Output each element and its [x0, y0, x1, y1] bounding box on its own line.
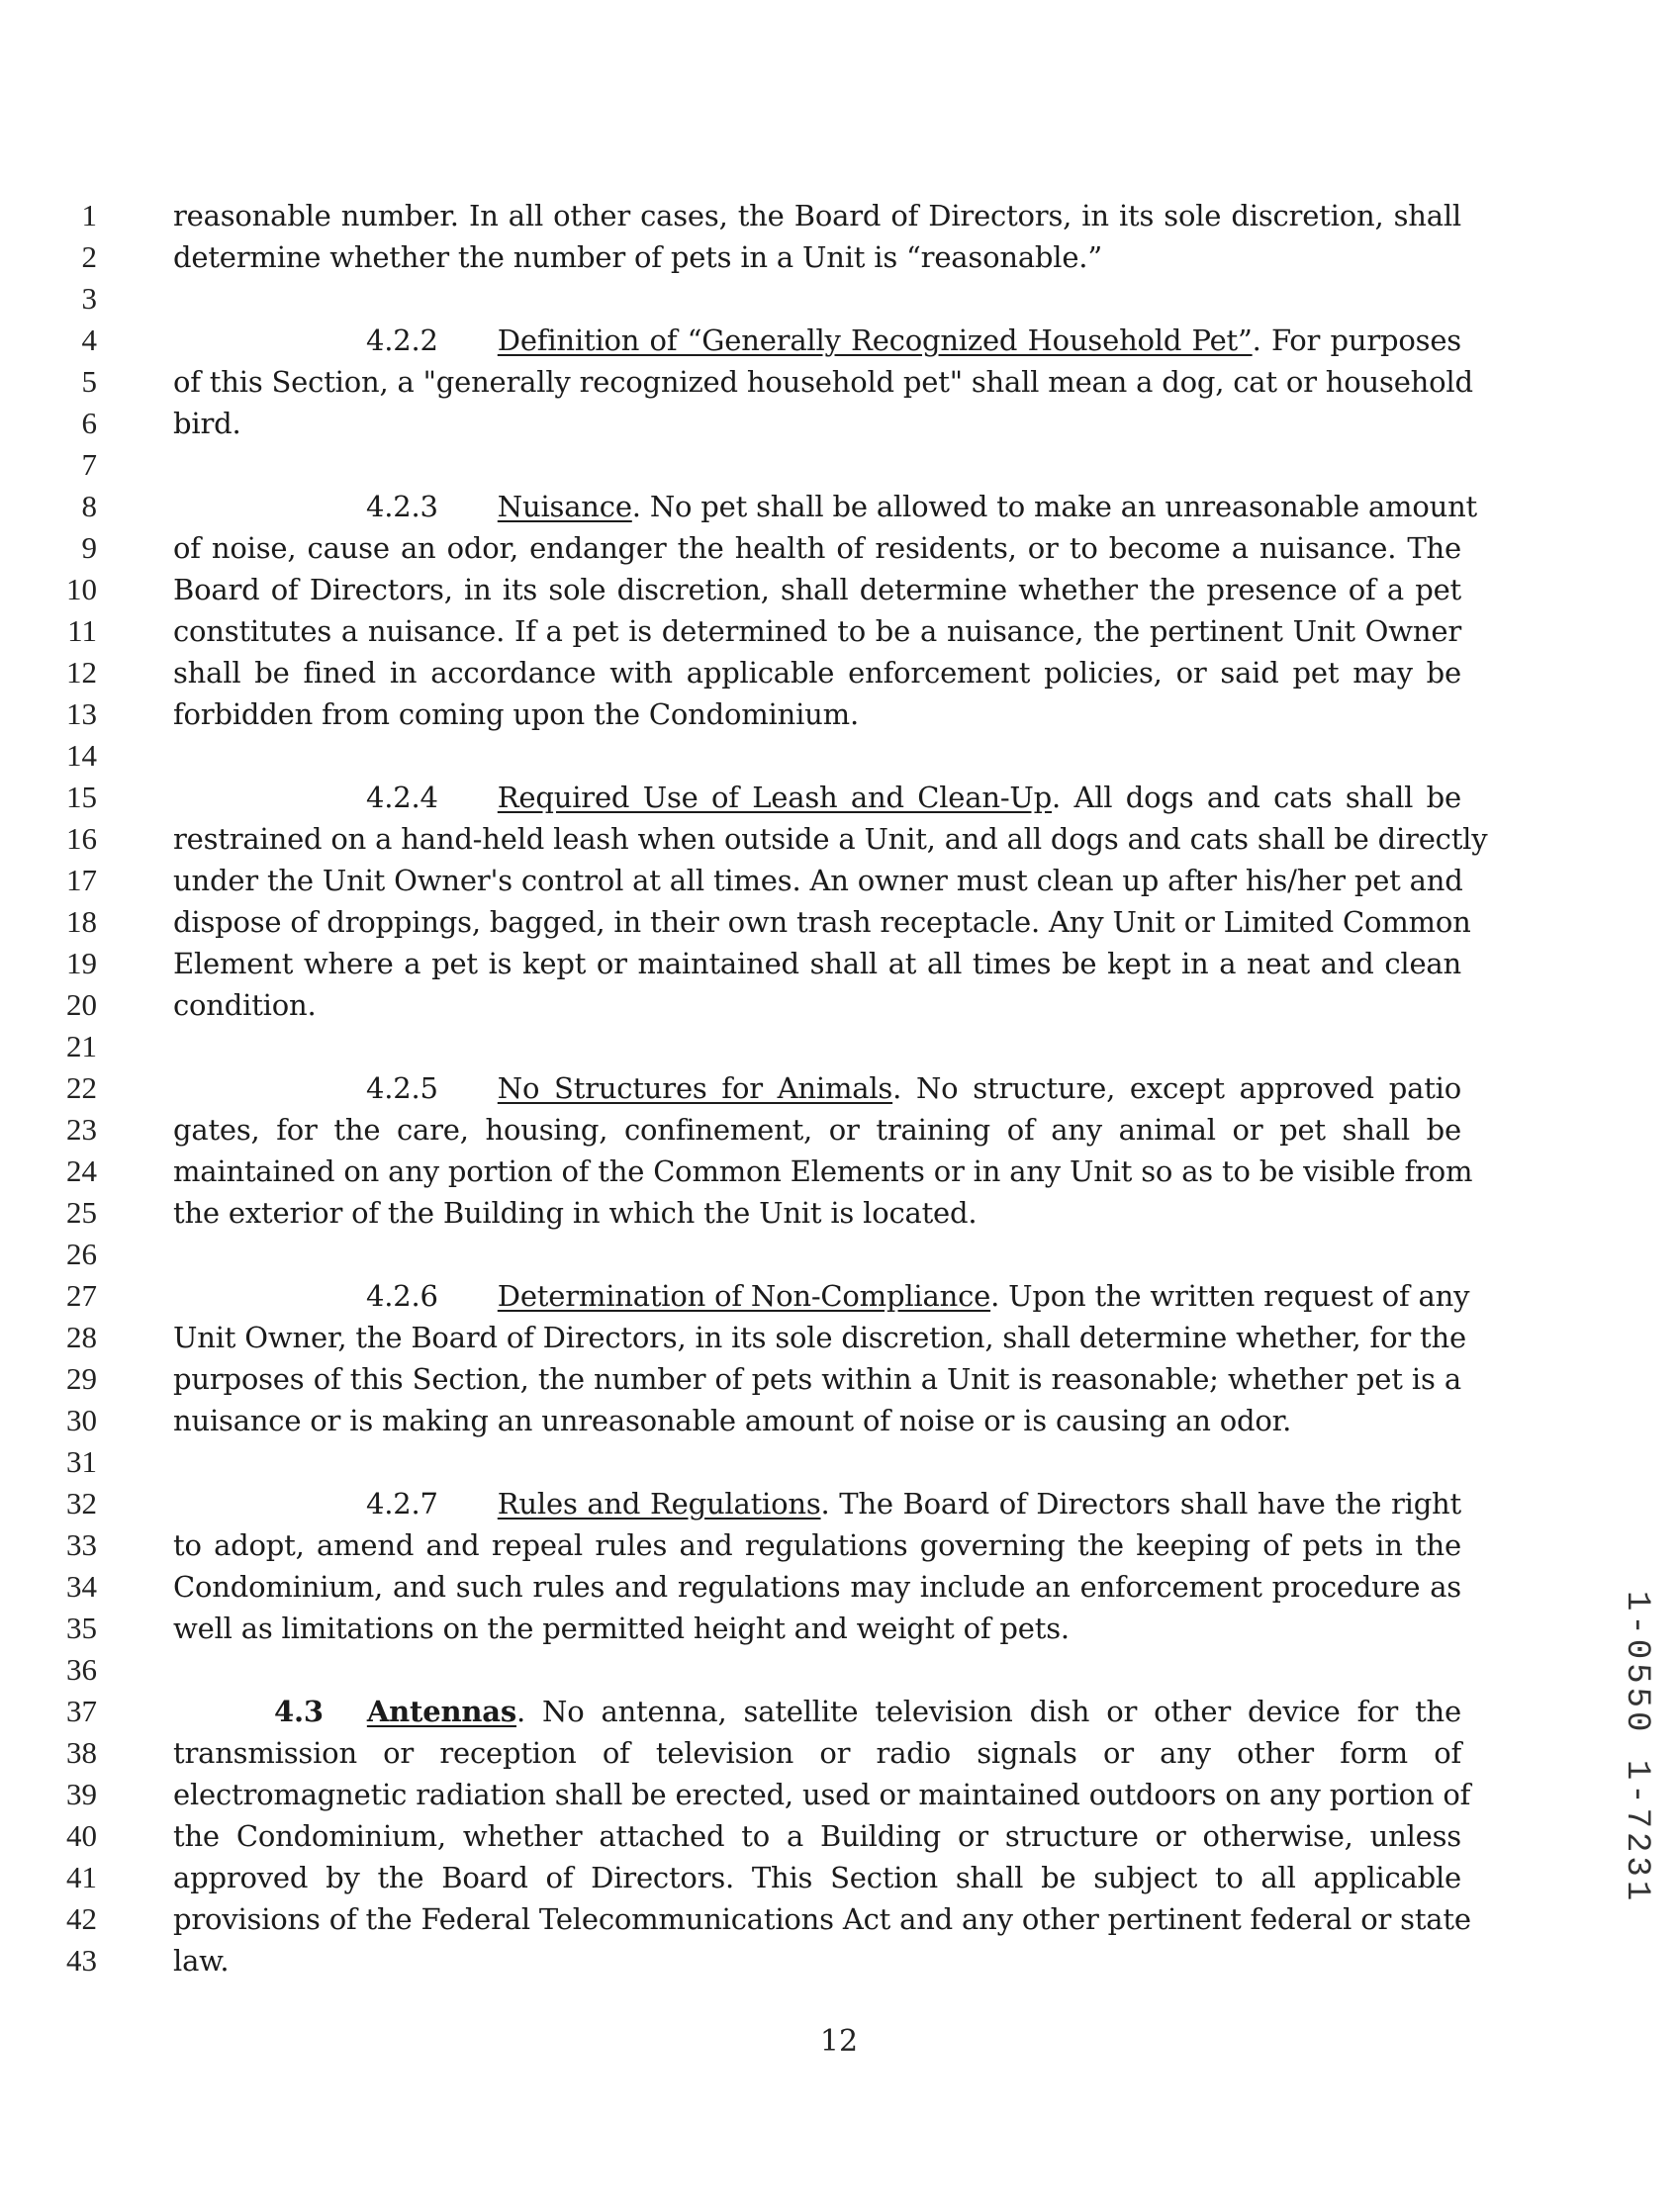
section-4-2-7-heading — [173, 1483, 1461, 1524]
section-title: Required Use of Leash and Clean-Up — [497, 781, 1053, 814]
text-line: purposes of this Section, the number of pets within a Unit is reasonable; whether pet is a — [173, 1362, 1461, 1396]
line-number: 24 — [66, 1153, 97, 1188]
text-line: restrained on a hand-held leash when outside a Unit, and all dogs and cats shall be directly — [173, 822, 1488, 856]
line-number: 3 — [81, 281, 97, 316]
line-number: 11 — [67, 613, 97, 648]
section-title: No Structures for Animals — [497, 1071, 893, 1105]
line-number: 4 — [81, 323, 97, 357]
section-text: . All dogs and cats shall be — [1052, 781, 1461, 814]
line-number: 40 — [66, 1818, 97, 1853]
section-text: . No antenna, satellite television dish or other device for the — [515, 1695, 1461, 1728]
section-4-2-2-heading — [173, 320, 1461, 361]
line-number: 1 — [81, 198, 97, 232]
section-4-2-6-heading — [173, 1275, 1470, 1317]
line-number: 18 — [66, 904, 97, 939]
section-number: 4.2.3 — [366, 490, 438, 523]
line-number: 41 — [66, 1860, 97, 1894]
line-number: 12 — [66, 655, 97, 690]
section-title: Antennas — [366, 1695, 516, 1728]
text-line: gates, for the care, housing, confinement, or training of any animal or pet shall be — [173, 1113, 1461, 1147]
line-number: 6 — [81, 406, 97, 440]
text-line: dispose of droppings, bagged, in their own trash receptacle. Any Unit or Limited Common — [173, 905, 1471, 939]
line-number: 35 — [66, 1611, 97, 1645]
section-text: . For purposes — [1252, 323, 1461, 357]
line-number: 30 — [66, 1403, 97, 1437]
text-line: the Condominium, whether attached to a Building or structure or otherwise, unless — [173, 1819, 1461, 1853]
margin-stamp — [1608, 1591, 1667, 1905]
margin-stamp-text: 1-0550 1-7231 — [1618, 1591, 1655, 1905]
section-4-2-3-heading — [173, 486, 1478, 527]
section-text: . The Board of Directors shall have the right — [820, 1487, 1461, 1521]
section-4-2-5-heading — [173, 1067, 1461, 1109]
section-number: 4.2.2 — [366, 323, 438, 357]
line-number: 17 — [66, 863, 97, 897]
text-line: under the Unit Owner's control at all times. An owner must clean up after his/her pet and — [173, 864, 1463, 897]
text-line: of noise, cause an odor, endanger the health of residents, or to become a nuisance. The — [173, 531, 1461, 565]
section-4-2-4-heading — [173, 777, 1461, 818]
line-number: 15 — [66, 780, 97, 814]
text-line: shall be fined in accordance with applicable enforcement policies, or said pet may be — [173, 656, 1461, 690]
line-number: 38 — [66, 1735, 97, 1770]
line-number: 8 — [81, 489, 97, 523]
section-text: . No structure, except approved patio — [892, 1071, 1461, 1105]
page-number: 12 — [819, 2024, 859, 2059]
line-number: 13 — [66, 696, 97, 731]
line-number: 16 — [66, 821, 97, 856]
line-number: 19 — [66, 946, 97, 980]
line-number: 36 — [66, 1652, 97, 1687]
text-line: bird. — [173, 407, 241, 440]
line-number: 2 — [81, 239, 97, 274]
text-line: of this Section, a "generally recognized household pet" shall mean a dog, cat or household — [173, 365, 1473, 399]
text-line: to adopt, amend and repeal rules and regulations governing the keeping of pets in the — [173, 1528, 1461, 1562]
line-number: 5 — [81, 364, 97, 399]
line-number: 34 — [66, 1569, 97, 1604]
text-line: maintained on any portion of the Common Elements or in any Unit so as to be visible from — [173, 1154, 1473, 1188]
text-line: law. — [173, 1944, 230, 1978]
section-number: 4.2.6 — [366, 1279, 438, 1313]
section-title: Rules and Regulations — [497, 1487, 821, 1521]
text-line: provisions of the Federal Telecommunications Act and any other pertinent federal or state — [173, 1902, 1471, 1936]
line-number: 7 — [81, 447, 97, 482]
line-number: 22 — [66, 1070, 97, 1105]
section-text: . No pet shall be allowed to make an unreasonable amount — [631, 490, 1478, 523]
line-number: 31 — [66, 1444, 97, 1479]
line-number: 23 — [66, 1112, 97, 1147]
line-number: 21 — [66, 1029, 97, 1063]
text-line: forbidden from coming upon the Condominium. — [173, 697, 859, 731]
line-number: 14 — [66, 738, 97, 773]
section-title: Definition of “Generally Recognized Household Pet” — [497, 323, 1253, 357]
text-line: Condominium, and such rules and regulations may include an enforcement procedure as — [173, 1570, 1461, 1604]
text-line: condition. — [173, 988, 317, 1022]
text-line: transmission or reception of television or radio signals or any other form of — [173, 1736, 1461, 1770]
text-line: the exterior of the Building in which the Unit is located. — [173, 1196, 978, 1230]
section-number: 4.2.7 — [366, 1487, 438, 1521]
text-line: Element where a pet is kept or maintained shall at all times be kept in a neat and clean — [173, 947, 1461, 980]
text-line: electromagnetic radiation shall be erected, used or maintained outdoors on any portion of — [173, 1778, 1471, 1811]
line-number: 42 — [66, 1901, 97, 1936]
text-line: Unit Owner, the Board of Directors, in its sole discretion, shall determine whether, for the — [173, 1321, 1466, 1354]
line-number: 29 — [66, 1361, 97, 1396]
line-number: 25 — [66, 1195, 97, 1230]
section-number: 4.2.4 — [366, 781, 438, 814]
text-line: reasonable number. In all other cases, the Board of Directors, in its sole discretion, shall — [173, 199, 1461, 232]
section-number: 4.3 — [274, 1695, 324, 1728]
line-number: 27 — [66, 1278, 97, 1313]
text-line: Board of Directors, in its sole discretion, shall determine whether the presence of a pet — [173, 573, 1461, 606]
section-4-3-heading — [173, 1691, 1461, 1732]
line-number: 37 — [66, 1694, 97, 1728]
section-title: Determination of Non-Compliance — [497, 1279, 991, 1313]
line-number: 9 — [81, 530, 97, 565]
text-line: well as limitations on the permitted height and weight of pets. — [173, 1612, 1070, 1645]
line-number: 10 — [66, 572, 97, 606]
section-text: . Upon the written request of any — [990, 1279, 1470, 1313]
line-number: 43 — [66, 1943, 97, 1978]
line-number: 26 — [66, 1237, 97, 1271]
text-line: determine whether the number of pets in a Unit is “reasonable.” — [173, 240, 1102, 274]
line-number: 33 — [66, 1527, 97, 1562]
line-number: 28 — [66, 1320, 97, 1354]
section-number: 4.2.5 — [366, 1071, 438, 1105]
text-line: approved by the Board of Directors. This Section shall be subject to all applicable — [173, 1861, 1461, 1894]
text-line: constitutes a nuisance. If a pet is determined to be a nuisance, the pertinent Unit Owner — [173, 614, 1461, 648]
text-line: nuisance or is making an unreasonable amount of noise or is causing an odor. — [173, 1404, 1292, 1437]
line-number: 39 — [66, 1777, 97, 1811]
line-number: 20 — [66, 987, 97, 1022]
line-number: 32 — [66, 1486, 97, 1521]
section-title: Nuisance — [497, 490, 632, 523]
